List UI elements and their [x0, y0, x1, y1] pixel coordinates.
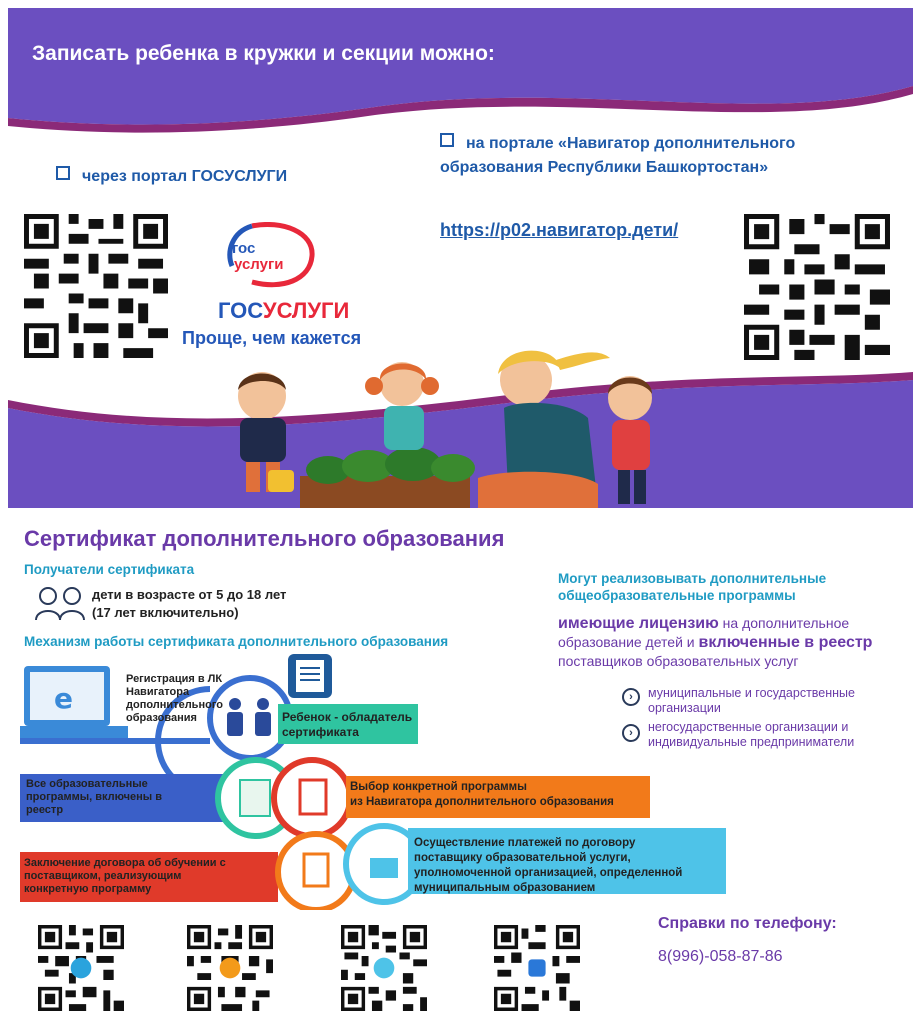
step-6-line2: поставщику образовательной услуги, [414, 852, 631, 864]
providers-heading [558, 570, 826, 604]
phone-heading: Справки по телефону: [658, 915, 837, 932]
checkbox-icon [440, 133, 454, 147]
step-6-line1: Осуществление платежей по договору [414, 837, 636, 849]
wordmark-part-1: ГОС [218, 298, 263, 323]
wordmark-part-2: УСЛУГИ [262, 298, 350, 323]
license-bold-2: включенные в реестр [698, 634, 873, 651]
gosuslugi-wordmark [218, 298, 349, 324]
step-5-line2: поставщиком, реализующим [24, 870, 182, 882]
gosuslugi-logo [222, 222, 322, 290]
navigator-link[interactable]: https://p02.навигатор.дети/ [440, 220, 679, 240]
page-header: Записать ребенка в кружки и секции можно: [32, 42, 495, 65]
navigator-option-line1: на портале «Навигатор дополнительного [466, 135, 796, 152]
license-rest-1: на дополнительное [722, 615, 850, 631]
mechanism-heading: Механизм работы сертификата дополнительного образования [24, 634, 449, 649]
recipients-line1: дети в возрасте от 5 до 18 лет [92, 587, 287, 602]
certificate-title: Сертификат дополнительного образования [24, 526, 505, 551]
step-5-text [24, 857, 274, 896]
chevron-right-icon: › [622, 688, 640, 706]
step-3-line2: программы, включены в [26, 791, 163, 803]
gosuslugi-tagline: Проще, чем кажется [182, 328, 362, 348]
step-3-line1: Все образовательные [26, 778, 148, 790]
step-2-text [282, 710, 412, 740]
gosuslugi-option-label: через портал ГОСУСЛУГИ [82, 168, 288, 185]
navigator-qr-code [744, 214, 890, 360]
phone-number[interactable]: 8(996)-058-87-86 [658, 948, 783, 965]
website-qr-code [336, 925, 432, 1011]
list-item-2-line2: индивидуальные предприниматели [648, 735, 855, 749]
recipients-heading: Получатели сертификата [24, 562, 195, 577]
navigator-option [440, 132, 795, 180]
gosuslugi-option [56, 166, 287, 186]
svg-text:e: e [54, 682, 73, 715]
chevron-right-icon: › [622, 724, 640, 742]
step-2-line1: Ребенок - обладатель [282, 710, 413, 724]
telegram-qr-code [38, 925, 124, 1011]
ok-qr-code [184, 925, 276, 1011]
step-1-line2: Навигатора [126, 686, 190, 698]
list-item-2-line1: негосударственные организации и [648, 720, 849, 734]
logo-small-bottom: услуги [234, 256, 284, 273]
step-3-text [26, 778, 162, 817]
step-3-line3: реестр [26, 804, 64, 816]
children-icon [34, 584, 86, 622]
step-4-line1: Выбор конкретной программы [350, 781, 527, 793]
step-1-line1: Регистрация в ЛК [126, 673, 223, 685]
providers-heading-line1: Могут реализовывать дополнительные [558, 571, 827, 586]
step-1-line3: дополнительного [126, 699, 223, 711]
step-4-line2: из Навигатора дополнительного образования [350, 796, 614, 808]
step-6-line4: муниципальным образованием [414, 882, 596, 894]
license-rest-2: образование детей и [558, 634, 695, 650]
list-item-1-line2: организации [648, 701, 721, 715]
list-item-1-line1: муниципальные и государственные [648, 686, 855, 700]
recipients-text [92, 586, 286, 622]
step-1-line4: образования [126, 712, 197, 724]
logo-small-top: гос [232, 240, 256, 257]
checkbox-icon [56, 166, 70, 180]
recipients-line2: (17 лет включительно) [92, 605, 239, 620]
step-5-line1: Заключение договора об обучении с [24, 857, 226, 869]
step-6-text [414, 836, 682, 896]
vk-qr-code [488, 925, 586, 1011]
providers-heading-line2: общеобразовательные программы [558, 588, 796, 603]
step-1-text [126, 673, 223, 725]
step-2-line2: сертификата [282, 725, 359, 739]
step-5-line3: конкретную программу [24, 883, 152, 895]
navigator-option-line2: образования Республики Башкортостан» [440, 159, 769, 176]
step-4-text [350, 780, 614, 810]
step-6-line3: уполномоченной организацией, определенной [414, 867, 683, 879]
license-bold: имеющие лицензию [558, 615, 719, 632]
gosuslugi-qr-code [24, 214, 168, 358]
top-banner [8, 8, 913, 508]
license-rest-3: поставщиков образовательных услуг [558, 653, 799, 669]
